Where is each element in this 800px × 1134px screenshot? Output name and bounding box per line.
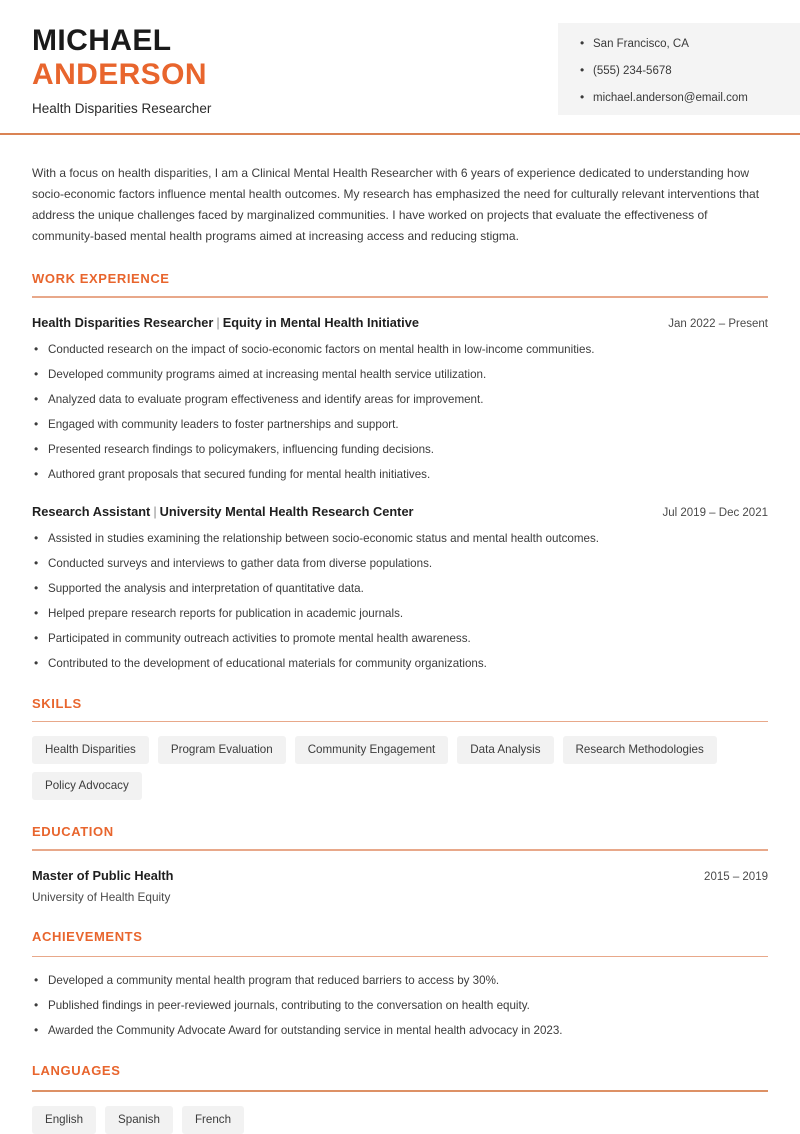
education-entry-header (32, 867, 768, 885)
bullet-item: • Supported the analysis and interpretation of quantitative data. (32, 581, 768, 597)
contact-email: • michael.anderson@email.com (580, 91, 800, 105)
skill-tag: Community Engagement (295, 736, 449, 764)
experience-dates: Jul 2019 – Dec 2021 (662, 506, 768, 519)
experience-entry-header (32, 314, 768, 332)
resume-content (0, 163, 800, 1134)
section-skills (32, 696, 768, 801)
section-heading-achievements: ACHIEVEMENTS (32, 928, 143, 944)
first-name: MICHAEL (32, 24, 172, 57)
experience-entry-header (32, 503, 768, 521)
skill-tag: Data Analysis (457, 736, 553, 764)
experience-bullets (32, 531, 768, 672)
bullet-item: • Analyzed data to evaluate program effectiveness and identify areas for improvement. (32, 392, 768, 408)
section-divider (32, 1090, 768, 1092)
section-work-experience (32, 271, 768, 672)
contact-info-box (558, 23, 800, 115)
experience-entry (32, 503, 768, 672)
experience-entry (32, 314, 768, 483)
bullet-item: • Authored grant proposals that secured funding for mental health initiatives. (32, 467, 768, 483)
section-heading-work-experience: WORK EXPERIENCE (32, 271, 170, 286)
resume-header (0, 0, 800, 135)
bullet-item: • Presented research findings to policymakers, influencing funding decisions. (32, 442, 768, 458)
contact-location: • San Francisco, CA (580, 37, 800, 51)
education-dates: 2015 – 2019 (704, 870, 768, 883)
contact-list (580, 37, 800, 105)
bullet-item: • Conducted research on the impact of socio-economic factors on mental health in low-income communities. (32, 342, 768, 358)
section-heading-skills: SKILLS (32, 695, 82, 711)
experience-title-line (32, 503, 414, 520)
skill-tag: Program Evaluation (158, 736, 286, 764)
last-name: ANDERSON (32, 58, 207, 91)
bullet-item: • Helped prepare research reports for publication in academic journals. (32, 606, 768, 622)
experience-role: Research Assistant (32, 503, 151, 519)
bullet-item: • Developed a community mental health program that reduced barriers to access by 30%. (32, 973, 768, 989)
language-tag: English (32, 1106, 96, 1134)
experience-organization: Equity in Mental Health Initiative (222, 314, 419, 330)
section-languages (32, 1063, 768, 1134)
bullet-item: • Published findings in peer-reviewed journals, contributing to the conversation on health equity. (32, 998, 768, 1014)
skills-tag-list (32, 736, 768, 800)
professional-summary: With a focus on health disparities, I am a Clinical Mental Health Researcher with 6 years of experience dedicated to understanding how socio-economic factors influence mental health outcomes. My research has emphasized the need for culturally relevant interventions that address the unique challenges faced by marginalized communities. I have worked on projects that evaluate the effectiveness of community-based mental health programs aimed at increasing access and reducing stigma. (32, 166, 760, 243)
language-tag: French (182, 1106, 244, 1134)
bullet-item: • Engaged with community leaders to foster partnerships and support. (32, 417, 768, 433)
header-divider (0, 133, 800, 135)
language-tag: Spanish (105, 1106, 173, 1134)
contact-phone: • (555) 234-5678 (580, 64, 800, 78)
experience-title-line (32, 314, 419, 331)
section-divider (32, 849, 768, 851)
identity-block (32, 24, 211, 118)
skill-tag: Research Methodologies (563, 736, 717, 764)
section-divider (32, 721, 768, 723)
bullet-item: • Developed community programs aimed at increasing mental health service utilization. (32, 367, 768, 383)
education-degree: Master of Public Health (32, 867, 174, 883)
professional-title: Health Disparities Researcher (32, 101, 212, 116)
bullet-item: • Awarded the Community Advocate Award for outstanding service in mental health advocacy in 2023. (32, 1023, 768, 1039)
education-entry (32, 867, 768, 905)
achievements-list (32, 973, 768, 1039)
section-education (32, 824, 768, 905)
title-separator: | (153, 503, 157, 519)
bullet-item: • Assisted in studies examining the relationship between socio-economic status and mental health outcomes. (32, 531, 768, 547)
experience-dates: Jan 2022 – Present (668, 317, 768, 330)
bullet-item: • Conducted surveys and interviews to gather data from diverse populations. (32, 556, 768, 572)
experience-organization: University Mental Health Research Center (159, 503, 414, 519)
experience-bullets (32, 342, 768, 483)
title-separator: | (216, 314, 220, 330)
section-divider (32, 296, 768, 298)
skill-tag: Policy Advocacy (32, 772, 142, 800)
bullet-item: • Participated in community outreach activities to promote mental health awareness. (32, 631, 768, 647)
section-achievements (32, 929, 768, 1040)
bullet-item: • Contributed to the development of educational materials for community organizations. (32, 656, 768, 672)
education-institution: University of Health Equity (32, 889, 171, 904)
skill-tag: Health Disparities (32, 736, 149, 764)
section-heading-languages: LANGUAGES (32, 1063, 121, 1079)
section-heading-education: EDUCATION (32, 824, 114, 840)
section-divider (32, 956, 768, 958)
experience-role: Health Disparities Researcher (32, 314, 214, 330)
